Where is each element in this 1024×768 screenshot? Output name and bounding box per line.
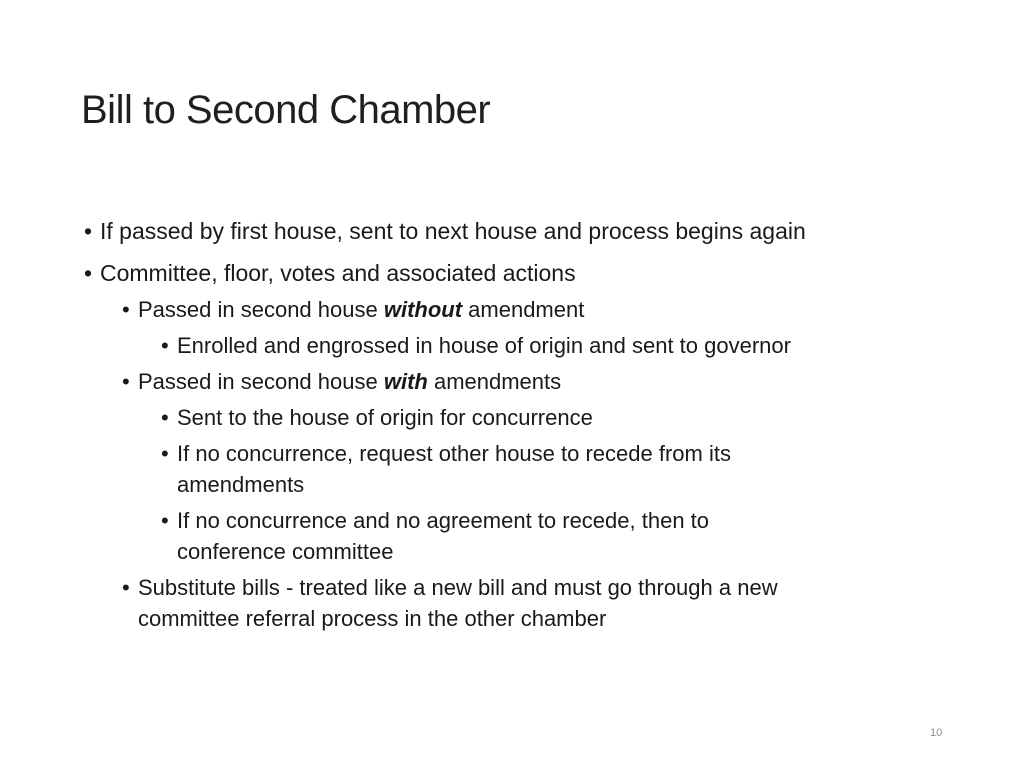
bullet-icon: • bbox=[161, 333, 169, 358]
text-segment: amendment bbox=[462, 297, 585, 322]
list-item-text: amendments bbox=[177, 472, 305, 497]
text-segment: Passed in second house bbox=[138, 297, 384, 322]
list-item-text: Committee, floor, votes and associated actions bbox=[100, 260, 576, 286]
list-item-text: If no concurrence and no agreement to recede, then to bbox=[177, 508, 710, 533]
list-item bbox=[84, 402, 944, 433]
list-item-text: committee referral process in the other chamber bbox=[138, 606, 607, 631]
list-item bbox=[84, 572, 944, 634]
bullet-icon: • bbox=[122, 575, 130, 600]
list-item-text: If passed by first house, sent to next house and process begins again bbox=[100, 218, 806, 244]
list-item bbox=[84, 505, 944, 567]
list-item-text: Enrolled and engrossed in house of origin and sent to governor bbox=[177, 333, 791, 358]
list-item-text bbox=[138, 366, 944, 397]
list-item bbox=[84, 216, 944, 247]
list-item bbox=[84, 258, 944, 289]
text-segment: Passed in second house bbox=[138, 369, 384, 394]
list-item-text: conference committee bbox=[177, 539, 394, 564]
page-number: 10 bbox=[930, 727, 943, 739]
bullet-icon: • bbox=[84, 260, 93, 286]
bullet-icon: • bbox=[161, 508, 169, 533]
list-item-text bbox=[138, 294, 944, 325]
slide-title: Bill to Second Chamber bbox=[81, 88, 491, 132]
bullet-icon: • bbox=[122, 369, 130, 394]
list-item bbox=[84, 294, 944, 325]
list-item bbox=[84, 366, 944, 397]
bullet-list bbox=[84, 216, 944, 634]
list-item-text: Substitute bills - treated like a new bill and must go through a new bbox=[138, 575, 778, 600]
list-item bbox=[84, 438, 944, 500]
list-item-text: Sent to the house of origin for concurrence bbox=[177, 405, 593, 430]
emphasis-text: with bbox=[383, 369, 428, 394]
list-item bbox=[84, 330, 944, 361]
emphasis-text: without bbox=[383, 297, 463, 322]
text-segment: amendments bbox=[427, 369, 562, 394]
bullet-icon: • bbox=[84, 218, 93, 244]
list-item-text: If no concurrence, request other house to recede from its bbox=[177, 441, 731, 466]
bullet-icon: • bbox=[161, 405, 169, 430]
bullet-icon: • bbox=[122, 297, 130, 322]
bullet-icon: • bbox=[161, 441, 169, 466]
